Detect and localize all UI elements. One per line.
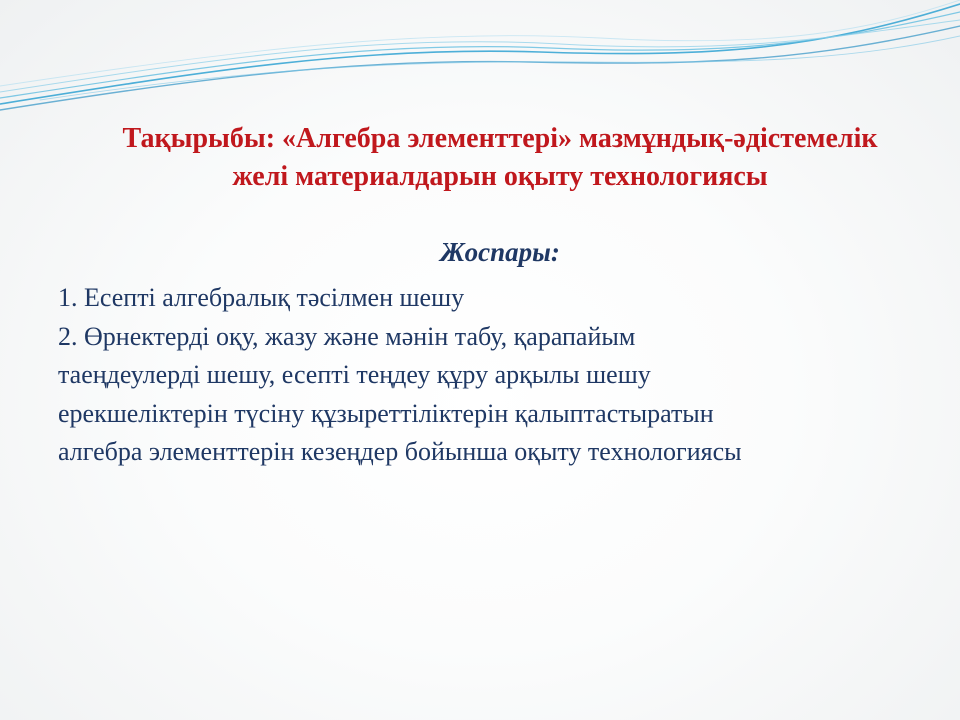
decorative-wave-lines: [0, 0, 960, 120]
slide-title: [40, 120, 960, 196]
slide-title-line-1: Тақырыбы: «Алгебра элементтері» мазмұндық-әдістемелік: [122, 123, 878, 154]
plan-item-2-line-2: таеңдеулерді шешу, есепті теңдеу құру арқылы шешу: [58, 360, 651, 390]
plan-item-2-line-3: ерекшеліктерін түсіну құзыреттіліктерін қалыптастыратын: [58, 398, 714, 428]
plan-heading: Жоспары:: [440, 237, 560, 267]
plan-item-2-line-4: алгебра элементтерін кезеңдер бойынша оқыту технологиясы: [58, 437, 742, 467]
slide-title-line-2: желі материалдарын оқыту технологиясы: [232, 161, 768, 192]
plan-list: [58, 279, 938, 472]
plan-item-2-line-1: 2. Өрнектерді оқу, жазу және мәнін табу, қарапайым: [58, 321, 636, 351]
plan-item-1: 1. Есепті алгебралық тәсілмен шешу: [58, 283, 465, 312]
